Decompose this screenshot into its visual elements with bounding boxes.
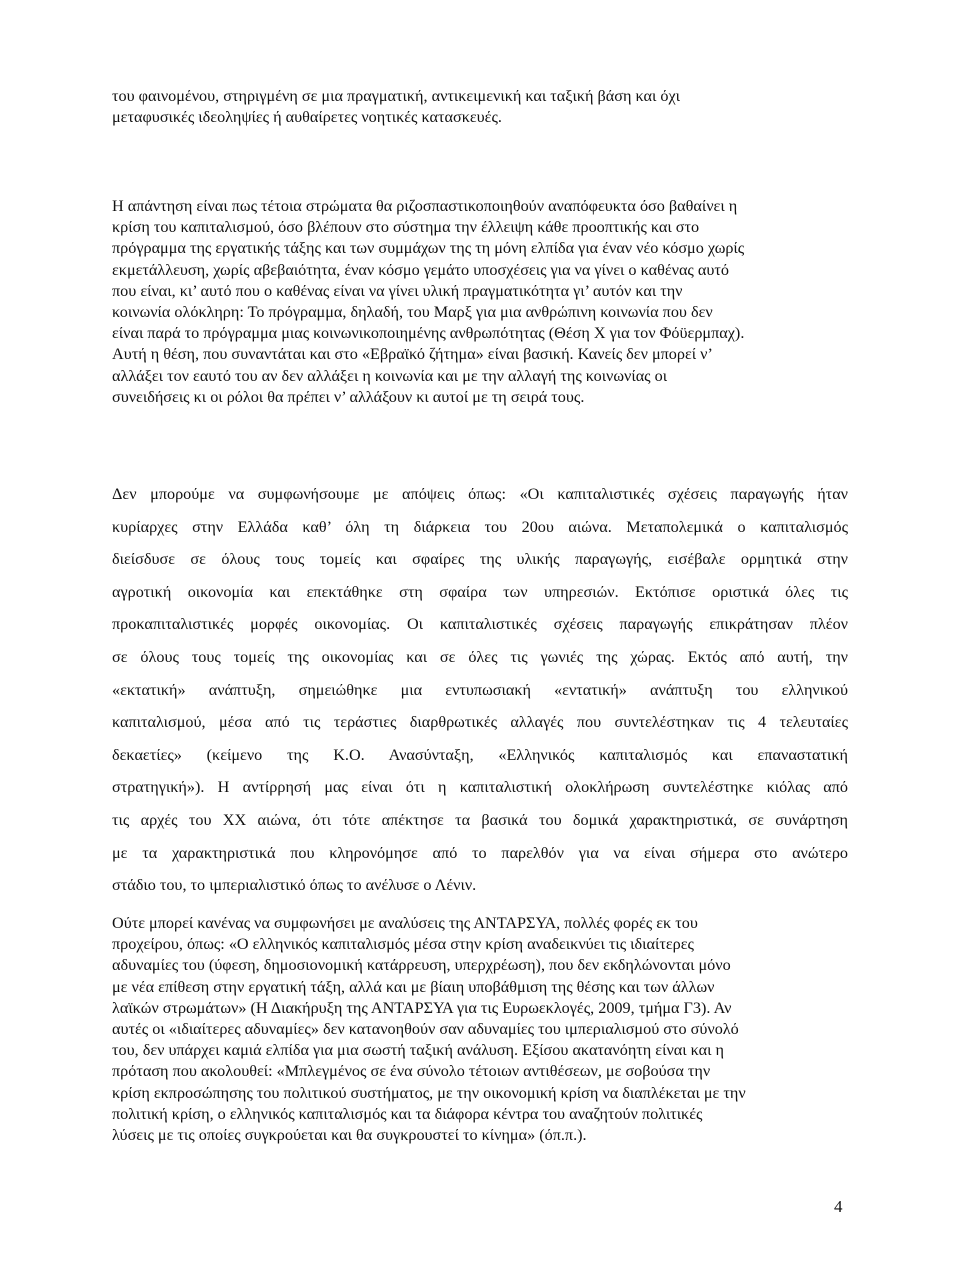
- text-line: Ούτε μπορεί κανένας να συμφωνήσει με αναλύσεις της ΑΝΤΑΡΣΥΑ, πολλές φορές εκ του: [112, 914, 698, 932]
- text-line: είναι παρά το πρόγραμμα μιας κοινωνικοποιημένης ανθρωπότητας (Θέση Χ για τον Φόϋερμπαχ).: [112, 324, 745, 343]
- text-line: αλλάξει τον εαυτό του αν δεν αλλάξει η κοινωνία και με την αλλαγή της κοινωνίας οι: [112, 366, 668, 385]
- text-line: εκμετάλλευση, χωρίς αβεβαιότητα, έναν κόσμο γεμάτο υποσχέσεις για να γίνει ο καθένας αυτό: [112, 260, 729, 279]
- text-line: «εκτατική» ανάπτυξη, σημειώθηκε μια εντυπωσιακή «εντατική» ανάπτυξη του ελληνικού: [112, 680, 848, 699]
- text-line: διείσδυσε σε όλους τους τομείς και σφαίρες της υλικής παραγωγής, εισέβαλε ορμητικά στην: [112, 550, 848, 569]
- text-line: λαϊκών στρωμάτων» (Η Διακήρυξη της ΑΝΤΑΡΣΥΑ για τις Ευρωεκλογές, 2009, τμήμα Γ3). Αν: [112, 998, 732, 1017]
- text-line: κρίση εκπροσώπησης του πολιτικού συστήματος, με την οικονομική κρίση να διαπλέκεται με την: [112, 1083, 746, 1102]
- text-line: καπιταλισμού, μέσα από τις τεράστιες διαρθρωτικές αλλαγές που συντελέστηκαν τις 4 τελευταίες: [112, 713, 848, 732]
- text-line: του φαινομένου, στηριγμένη σε μια πραγματική, αντικειμενική και ταξική βάση και όχι: [112, 87, 680, 105]
- paragraph-antarsya: [112, 913, 746, 1146]
- paragraph-radicalization: [112, 196, 744, 408]
- text-line: συνειδήσεις κι οι ρόλοι θα πρέπει ν’ αλλάξουν κι αυτοί με τη σειρά τους.: [112, 387, 585, 406]
- text-line: του, δεν υπάρχει καμιά ελπίδα για μια σωστή ταξική ανάλυση. Εξίσου ακατανόητη είναι και η: [112, 1041, 725, 1060]
- text-line: λύσεις με τις οποίες συγκρούεται και θα συγκρουστεί το κίνημα» (όπ.π.).: [112, 1126, 587, 1145]
- text-line: με τα χαρακτηριστικά που κληρονόμησε από το παρελθόν για να είναι σήμερα στο ανώτερο: [112, 843, 848, 862]
- text-line: αυτές οι «ιδιαίτερες αδυναμίες» δεν κατανοηθούν σαν αδυναμίες του ιμπεριαλισμού στο σύνολό: [112, 1020, 739, 1039]
- text-line: αδυναμίες του (ύφεση, δημοσιονομική κατάρρευση, υπερχρέωση), που δεν εκδηλώνονται μόνο: [112, 956, 731, 975]
- text-line: δεκαετίες» (κείμενο της Κ.Ο. Ανασύνταξη, «Ελληνικός καπιταλισμός και επαναστατική: [112, 745, 848, 764]
- text-line: Δεν μπορούμε να συμφωνήσουμε με απόψεις όπως: «Οι καπιταλιστικές σχέσεις παραγωγής ήταν: [112, 485, 848, 503]
- text-line: πρόταση που ακολουθεί: «Μπλεγμένος σε ένα σύνολο τέτοιων αντιθέσεων, με σοβούσα την: [112, 1062, 711, 1081]
- text-line: πολιτική κρίση, ο ελληνικός καπιταλισμός και τα διάφορα κέντρα του αναζητούν πολιτικές: [112, 1104, 703, 1123]
- text-line: προκαπιταλιστικές μορφές οικονομίας. Οι καπιταλιστικές σχέσεις παραγωγής επικράτησαν πλέον: [112, 615, 848, 634]
- text-line: στάδιο του, το ιμπεριαλιστικό όπως το ανέλυσε ο Λένιν.: [112, 876, 477, 895]
- text-line: που είναι, κι’ αυτό που ο καθένας είναι να γίνει υλική πραγματικότητα γι’ αυτόν και την: [112, 281, 683, 300]
- text-line: σε όλους τους τομείς της οικονομίας και σε όλες τις γωνιές της χώρας. Εκτός από αυτή, την: [112, 647, 848, 666]
- text-line: κοινωνία ολόκληρη: Το πρόγραμμα, δηλαδή, του Μαρξ για μια ανθρώπινη κοινωνία που δεν: [112, 303, 713, 322]
- text-line: αγροτική οικονομία και επεκτάθηκε στη σφαίρα των υπηρεσιών. Εκτόπισε οριστικά όλες τις: [112, 582, 848, 601]
- paragraph-continuation: [112, 86, 680, 129]
- text-line: Αυτή η θέση, που συναντάται και στο «Εβραϊκό ζήτημα» είναι βασική. Κανείς δεν μπορεί ν’: [112, 345, 713, 364]
- text-line: Η απάντηση είναι πως τέτοια στρώματα θα ριζοσπαστικοποιηθούν αναπόφευκτα όσο βαθαίνει η: [112, 197, 738, 215]
- text-line: με νέα επίθεση στην εργατική τάξη, αλλά και με βίαιη υποβάθμιση της θέσης και των άλλων: [112, 977, 715, 996]
- text-line: στρατηγική»). Η αντίρρησή μας είναι ότι η καπιταλιστική ολοκλήρωση συντελέστηκε κιόλας από: [112, 778, 848, 797]
- paragraph-disagreement: [112, 478, 848, 902]
- text-line: πρόγραμμα της εργατικής τάξης και των συμμάχων της τη μόνη ελπίδα για έναν νέο κόσμο χωρίς: [112, 239, 745, 258]
- page-number: 4: [834, 1197, 843, 1216]
- text-line: μεταφυσικές ιδεοληψίες ή αυθαίρετες νοητικές κατασκευές.: [112, 108, 502, 127]
- text-line: προχείρου, όπως: «Ο ελληνικός καπιταλισμός μέσα στην κρίση αναδεικνύει τις ιδιαίτερες: [112, 935, 694, 954]
- text-line: τις αρχές του ΧΧ αιώνα, ότι τότε απέκτησε τα βασικά του δομικά χαρακτηριστικά, σε συνάρτηση: [112, 810, 848, 829]
- text-line: κρίση του καπιταλισμού, όσο βλέπουν στο σύστημα την έλλειψη κάθε προοπτικής και στο: [112, 218, 700, 237]
- text-line: κυρίαρχες στην Ελλάδα καθ’ όλη τη διάρκεια του 20ου αιώνα. Μεταπολεμικά ο καπιταλισμός: [112, 517, 848, 536]
